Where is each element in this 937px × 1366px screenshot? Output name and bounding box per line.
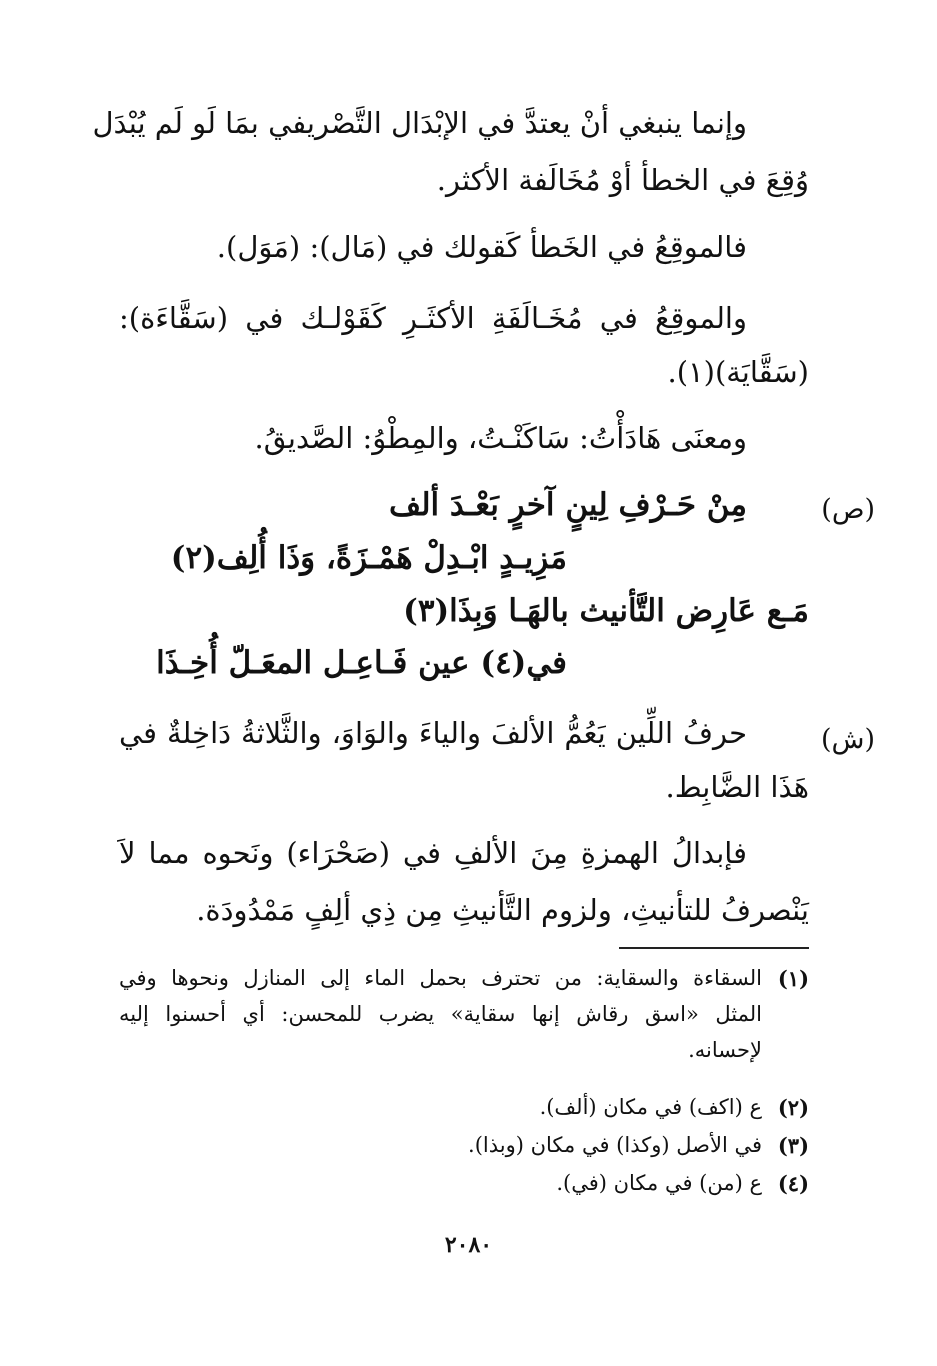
footnote-text: السقاءة والسقاية: من تحترف بحمل الماء إلى المنازل ونحوها وفي bbox=[119, 966, 762, 990]
footnote-text: ع (من) في مكان (في). bbox=[556, 1171, 762, 1195]
body-text-line: ومعنَى هَادَأْتُ: سَاكَنْـتُ، والمِطْوُ: الصَّديقُ. bbox=[254, 421, 747, 455]
commentary-marker: (ش) bbox=[820, 724, 875, 755]
footnote-number: (٣) bbox=[777, 1133, 809, 1158]
verse-line: مَـع عَارِض التَّأنيث بالهَـا وَبِذَا(٣) bbox=[403, 593, 809, 629]
body-text-line: حرفُ اللِّين يَعُمُّ الألفَ والياءَ والوَاوَ، والثَّلاثةُ دَاخِلةٌ في bbox=[119, 716, 747, 750]
body-text-line: فإبدالُ الهمزةِ مِنَ الألفِ في (صَحْرَاء) ونَحوه مما لاَ bbox=[119, 836, 747, 870]
verse-line: في(٤) عين فَـاعِـل المعَـلّ أُخِـذَا bbox=[156, 645, 567, 681]
footnote-text: ع (اكف) في مكان (ألف). bbox=[539, 1095, 762, 1119]
footnote-number: (٤) bbox=[777, 1171, 809, 1196]
verse-line: مَزِيـدٍ ابْـدِلْ هَمْـزَةً، وَذَا أُلِف(٢) bbox=[170, 540, 567, 576]
body-text-line: والموقِعُ في مُخَـالَفَةِ الأكثَـرِ كَقَوْلـك في (سَقَّاءَة): bbox=[119, 301, 747, 335]
footnote-text: في الأصل (وكذا) في مكان (وبذا). bbox=[468, 1133, 762, 1157]
body-text-line: هَذَا الضَّابِط. bbox=[665, 770, 809, 804]
footnote-text: لإحسانه. bbox=[688, 1038, 762, 1062]
verse-marker: (ص) bbox=[821, 494, 875, 525]
body-text-line: وإنما ينبغي أنْ يعتدَّ في الإبْدَال التَّصْريفي بمَا لَو لَم يُبْدَل bbox=[92, 106, 747, 140]
footnote-text: المثل «اسق رقاش إنها سقاية» يضرب للمحسن: أي أحسنوا إليه bbox=[119, 1002, 762, 1026]
verse-line: مِنْ حَـرْفِ لِينٍ آخرٍ بَعْـدَ ألف bbox=[388, 487, 747, 523]
footnote-separator bbox=[619, 947, 809, 949]
footnote-number: (٢) bbox=[777, 1095, 809, 1120]
footnote-number: (١) bbox=[777, 966, 809, 991]
body-text-line: فالموقِعُ في الخَطأ كَقولك في (مَال): (مَوَل). bbox=[216, 230, 747, 264]
body-text-line: (سَقَّايَة)(١). bbox=[667, 355, 809, 389]
body-text-line: وُقِعَ في الخطأ أوْ مُخَالَفة الأكثر. bbox=[436, 163, 809, 197]
body-text-line: يَنْصرفُ للتأنيثِ، ولزوم التَّأنيثِ مِن ذِي ألِفٍ مَمْدُودَة. bbox=[196, 893, 809, 927]
page-number: ٢٠٨٠ bbox=[444, 1232, 493, 1258]
